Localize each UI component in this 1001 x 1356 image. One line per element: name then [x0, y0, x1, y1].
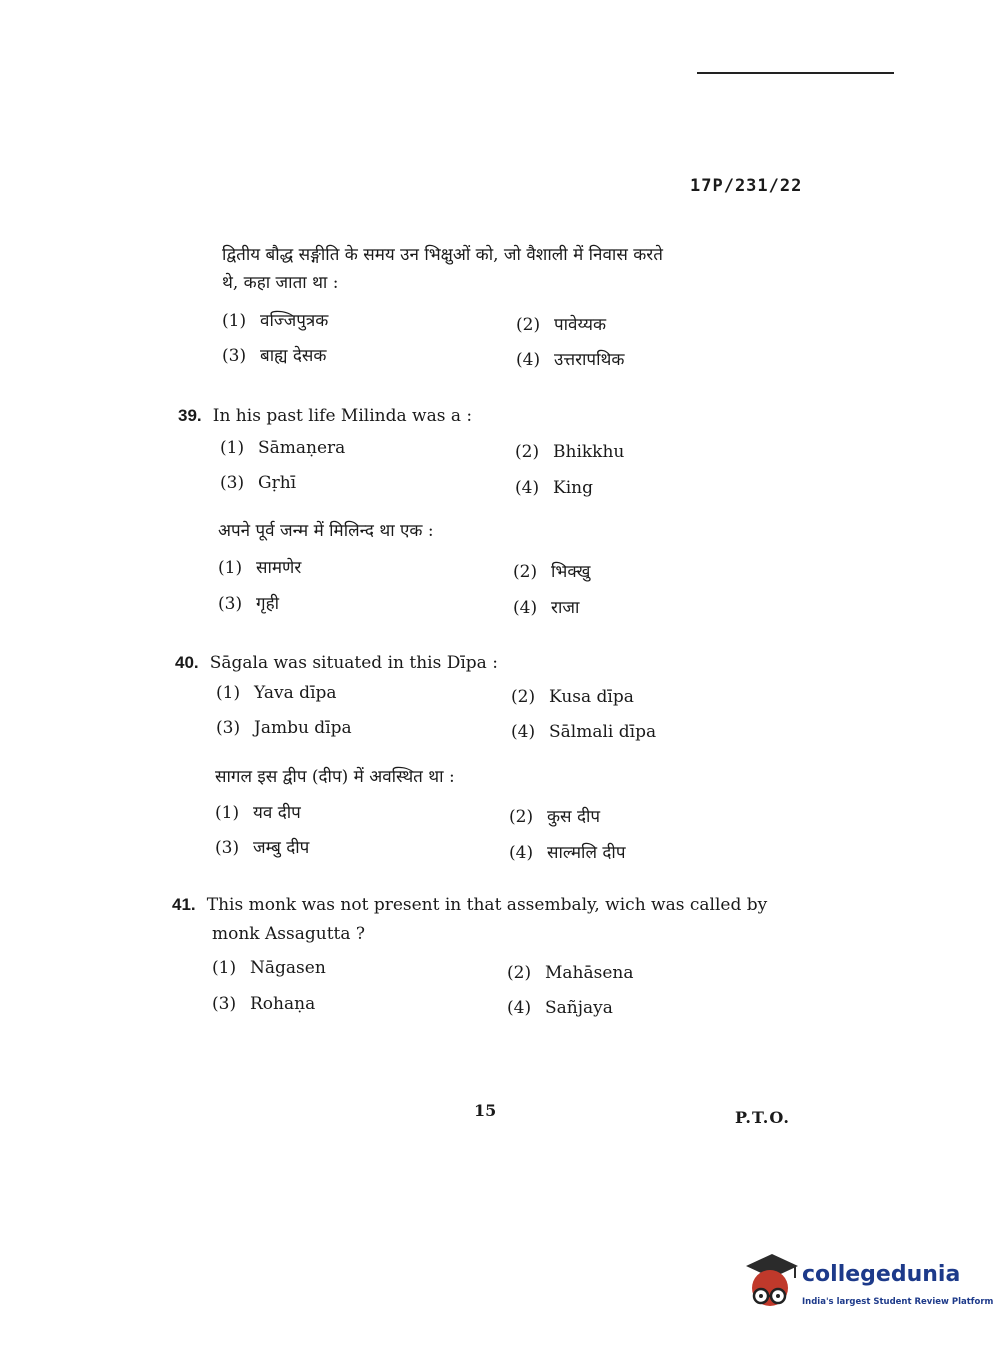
q41 — [172, 890, 767, 920]
q39-hindi-option-3: (3) गृही — [218, 594, 280, 614]
q39-hindi-option-4: (4) राजा — [513, 598, 580, 618]
q40-option-2: (2) Kusa dīpa — [511, 687, 634, 707]
q40-hindi-option-4: (4) साल्मलि दीप — [509, 843, 626, 863]
q40-option-1: (1) Yava dīpa — [216, 683, 337, 703]
q39-option-4: (4) King — [515, 478, 593, 498]
q41-option-3: (3) Rohaṇa — [212, 994, 316, 1014]
q39-option-3: (3) Gṛhī — [220, 473, 297, 493]
q39 — [178, 401, 472, 431]
collegedunia-tagline: India's largest Student Review Platform — [802, 1297, 994, 1307]
q38-hindi-option-3: (3) बाह्य देसक — [222, 346, 327, 366]
q39-option-1: (1) Sāmaṇera — [220, 438, 346, 458]
collegedunia-logo-text: collegedunia — [802, 1262, 961, 1287]
q41-option-2: (2) Mahāsena — [507, 963, 634, 983]
collegedunia-mascot-icon — [742, 1252, 800, 1314]
q38-hindi-option-1: (1) वज्जिपुत्रक — [222, 311, 329, 331]
q40-hindi-option-2: (2) कुस दीप — [509, 807, 601, 827]
q39-hindi-option-1: (1) सामणेर — [218, 558, 302, 578]
q39-number: 39. — [178, 406, 202, 425]
q41-stem-line2: monk Assagutta ? — [212, 924, 366, 944]
q41-number: 41. — [172, 895, 196, 914]
q38-hindi-stem-line2: थे, कहा जाता था : — [222, 273, 339, 293]
q41-stem-line1: This monk was not present in that assembaly, wich was called by — [206, 895, 768, 915]
q39-hindi-stem: अपने पूर्व जन्म में मिलिन्द था एक : — [218, 521, 434, 541]
pto-label: P.T.O. — [735, 1108, 790, 1127]
q40-option-4: (4) Sālmali dīpa — [511, 722, 657, 742]
q38-hindi-option-2: (2) पावेय्यक — [516, 315, 607, 335]
q39-stem: In his past life Milinda was a : — [212, 406, 473, 426]
q41-option-4: (4) Sañjaya — [507, 998, 613, 1018]
paper-code: 17P/231/22 — [690, 176, 803, 196]
q39-option-2: (2) Bhikkhu — [515, 442, 625, 462]
top-rule — [697, 72, 894, 74]
q40-option-3: (3) Jambu dīpa — [216, 718, 352, 738]
q40-hindi-stem: सागल इस द्वीप (दीप) में अवस्थित था : — [215, 767, 455, 787]
q41-option-1: (1) Nāgasen — [212, 958, 326, 978]
q40 — [175, 648, 498, 678]
q38-hindi-option-4: (4) उत्तरापथिक — [516, 350, 625, 370]
q38-hindi-stem-line1: द्वितीय बौद्ध सङ्गीति के समय उन भिक्षुओं को, जो वैशाली में निवास करते — [222, 245, 663, 265]
q39-hindi-option-2: (2) भिक्खु — [513, 562, 591, 582]
q40-number: 40. — [175, 653, 199, 672]
q40-hindi-option-1: (1) यव दीप — [215, 803, 301, 823]
q40-stem: Sāgala was situated in this Dīpa : — [209, 653, 498, 673]
page-number: 15 — [474, 1101, 497, 1120]
q40-hindi-option-3: (3) जम्बु दीप — [215, 838, 310, 858]
